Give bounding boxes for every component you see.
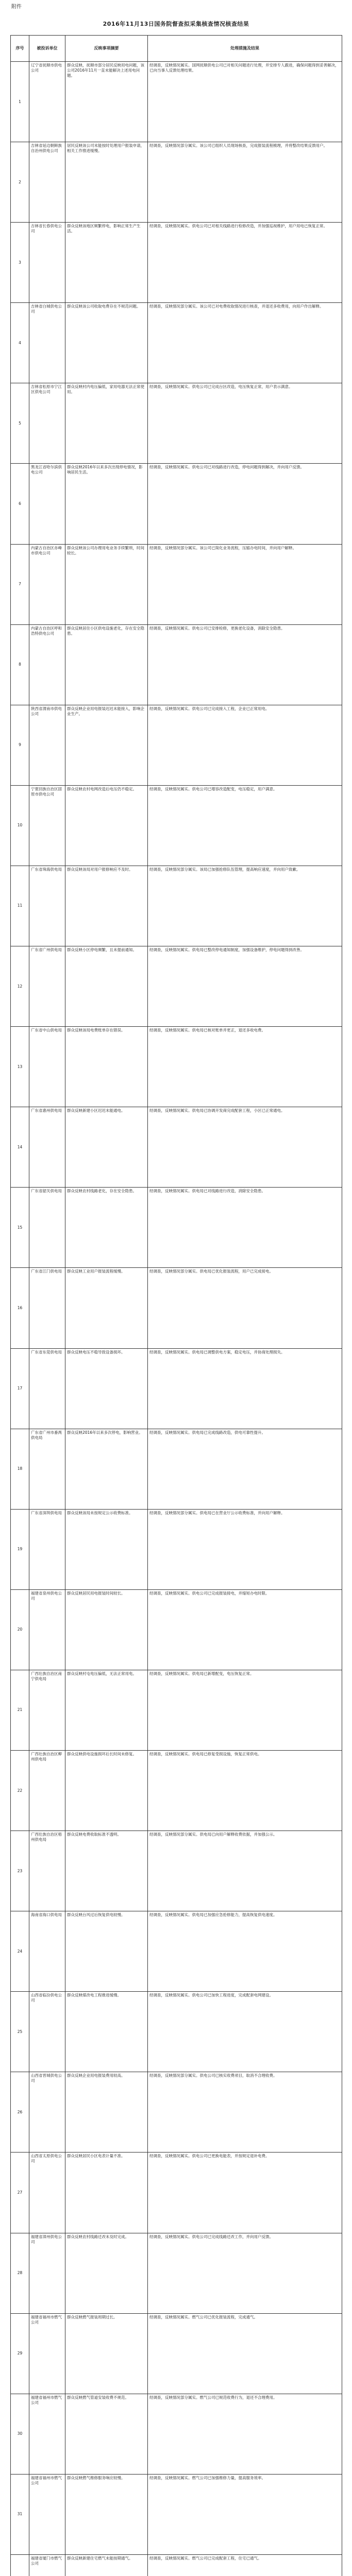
row-number: 12 <box>11 946 29 1027</box>
row-result: 经调查，反映情况部分属实。供电局已优化报装流程，用户已完成接电。 <box>148 1268 342 1348</box>
row-result: 经调查，反映情况部分属实。该局已加强抢修队伍管理，提高响应速度，并向用户致歉。 <box>148 866 342 946</box>
row-number: 4 <box>11 303 29 383</box>
row-unit: 福建省福州市燃气公司 <box>29 2313 65 2394</box>
table-row <box>11 2474 342 2554</box>
row-number: 7 <box>11 544 29 624</box>
row-number: 28 <box>11 2233 29 2313</box>
row-summary: 群众反映燃气报装周期过长。 <box>65 2313 148 2394</box>
row-result: 经调查，反映情况属实。供电公司已安排检修，更换老化设备，消除安全隐患。 <box>148 624 342 705</box>
header-unit: 被投诉单位 <box>29 36 65 62</box>
row-result: 经调查，反映情况属实。供电局已协调开发商完成配套工程，小区已正常通电。 <box>148 1107 342 1188</box>
row-result: 经调查，反映情况属实。供电公司已对线路进行改造，停电问题得到解决，并向用户反馈。 <box>148 464 342 544</box>
row-number: 21 <box>11 1670 29 1750</box>
row-number: 2 <box>11 142 29 223</box>
row-unit: 广东省珠海供电局 <box>29 866 65 946</box>
header-result: 处理措施及结果 <box>148 36 342 62</box>
table-row <box>11 1509 342 1589</box>
row-summary: 群众反映2016年以来多次出现停电情况，影响居民生活。 <box>65 464 148 544</box>
row-number: 19 <box>11 1509 29 1589</box>
row-summary: 群众反映该地区频繁停电，影响正常生产生活。 <box>65 223 148 303</box>
row-summary: 群众反映，抚顺市部分居民反映用电问题，该公司2016年11月一直未能解决上述用电问题。 <box>65 62 148 142</box>
row-number: 25 <box>11 1992 29 2072</box>
row-unit: 福建省泉州供电公司 <box>29 1589 65 1670</box>
header-summary: 反映事项摘要 <box>65 36 148 62</box>
row-unit: 广西壮族自治区梧州供电局 <box>29 1831 65 1911</box>
table-row <box>11 785 342 866</box>
table-row <box>11 464 342 544</box>
row-unit: 辽宁省抚顺市供电公司 <box>29 62 65 142</box>
row-result: 经调查，反映情况属实。燃气公司已完成配套工程，住宅已通气。 <box>148 2554 342 2576</box>
row-result: 经调查，反映情况部分属实。燃气公司已规范收费行为，退还不合理费用。 <box>148 2394 342 2474</box>
table-row <box>11 1589 342 1670</box>
row-result: 经调查，反映情况属实。供电公司已增容改造配变，电压稳定，用户满意。 <box>148 785 342 866</box>
row-summary: 群众反映2016年以来多次停电，影响营业。 <box>65 1429 148 1509</box>
row-number: 5 <box>11 383 29 464</box>
row-summary: 群众反映电压不稳导致设备损坏。 <box>65 1348 148 1429</box>
table-row <box>11 1831 342 1911</box>
row-number: 29 <box>11 2313 29 2394</box>
table-row <box>11 2233 342 2313</box>
row-result: 经调查，反映情况属实。供电局已整改停电通知制度，加强设备维护，停电问题得到改善。 <box>148 946 342 1027</box>
row-number: 1 <box>11 62 29 142</box>
row-result: 经调查，反映情况属实。供电局已修复受损设施，恢复正常供电。 <box>148 1750 342 1831</box>
row-unit: 广东省广州市番禺供电局 <box>29 1429 65 1509</box>
table-row <box>11 2313 342 2394</box>
row-result: 经调查，反映情况属实。供电公司已完成台区改造，电压恢复正常，用户表示满意。 <box>148 383 342 464</box>
table-row <box>11 1348 342 1429</box>
row-number: 30 <box>11 2394 29 2474</box>
row-number: 27 <box>11 2153 29 2233</box>
row-summary: 群众反映新建住宅燃气未能按期通气。 <box>65 2554 148 2576</box>
row-number: 8 <box>11 624 29 705</box>
row-number: 15 <box>11 1188 29 1268</box>
complaint-table <box>10 35 342 2576</box>
row-unit: 广东省江门供电局 <box>29 1268 65 1348</box>
row-summary: 群众反映该局电费账单存在错误。 <box>65 1027 148 1107</box>
row-result: 经调查，反映情况部分属实。供电局已向用户解释收费依据，并加强公示。 <box>148 1831 342 1911</box>
row-unit: 广东省韶关供电局 <box>29 1188 65 1268</box>
row-result: 经调查，反映情况属实。燃气公司已优化报装流程，完成通气。 <box>148 2313 342 2394</box>
row-summary: 群众反映煤改电工程推进缓慢。 <box>65 1992 148 2072</box>
row-unit: 广西壮族自治区南宁供电局 <box>29 1670 65 1750</box>
table-row <box>11 1911 342 1992</box>
table-row <box>11 383 342 464</box>
row-result: 经调查，反映情况属实。供电公司已完成报装接电，并缩短办电时限。 <box>148 1589 342 1670</box>
row-summary: 群众反映农村线路迁改未及时完成。 <box>65 2233 148 2313</box>
row-number: 17 <box>11 1348 29 1429</box>
row-unit: 广东省深圳供电局 <box>29 1509 65 1589</box>
row-result: 经调查，反映情况属实。供电局已调整供电方案，稳定电压，并协商处理损失。 <box>148 1348 342 1429</box>
table-row <box>11 303 342 383</box>
row-summary: 群众反映企业用电报装费用较高。 <box>65 2072 148 2153</box>
row-result: 经调查，反映情况部分属实。供电公司已核实收费项目，取消不合理收费。 <box>148 2072 342 2153</box>
table-body <box>11 62 342 2576</box>
row-summary: 群众反映村屯电压偏低，无法正常用电。 <box>65 1670 148 1750</box>
table-header <box>11 36 342 62</box>
row-unit: 吉林省松原市宁江区供电公司 <box>29 383 65 464</box>
row-result: 经调查，反映情况属实。供电公司已更换电能表，并按规定退补电费。 <box>148 2153 342 2233</box>
table-row <box>11 223 342 303</box>
row-unit: 广东省东莞供电局 <box>29 1348 65 1429</box>
row-summary: 群众反映农村电网改造后电压仍不稳定。 <box>65 785 148 866</box>
row-unit: 广东省惠州供电局 <box>29 1107 65 1188</box>
row-number: 23 <box>11 1831 29 1911</box>
table-row <box>11 2072 342 2153</box>
row-unit: 广西壮族自治区柳州供电局 <box>29 1750 65 1831</box>
row-result: 经调查，反映情况部分属实。该公司已组织人员现场核查，完成报装流程梳理，并将整改结果反馈用户。 <box>148 142 342 223</box>
row-summary: 群众反映农村线路老化，存在安全隐患。 <box>65 1188 148 1268</box>
row-summary: 群众反映新建小区迟迟未能通电。 <box>65 1107 148 1188</box>
row-unit: 福建省漳州供电公司 <box>29 2233 65 2313</box>
table-row <box>11 1750 342 1831</box>
row-number: 9 <box>11 705 29 785</box>
row-unit: 内蒙古自治区呼和浩特供电公司 <box>29 624 65 705</box>
row-number: 11 <box>11 866 29 946</box>
row-result: 经调查，反映情况属实。供电局已完成线路改造，供电可靠性提升。 <box>148 1429 342 1509</box>
row-unit: 山西省太原供电公司 <box>29 2153 65 2233</box>
row-result: 经调查，反映情况部分属实。该公司已对电费收取情况进行核查，并退还多收费用，向用户作出解释。 <box>148 303 342 383</box>
table-row <box>11 1268 342 1348</box>
table-row <box>11 2554 342 2576</box>
row-result: 经调查，反映情况属实。供电局已加强应急抢修能力，提高恢复供电速度。 <box>148 1911 342 1992</box>
row-number: 22 <box>11 1750 29 1831</box>
row-unit: 福建省福州市燃气公司 <box>29 2474 65 2554</box>
row-result: 经调查，反映情况属实。供电公司已完成线路迁改工作，并向用户反馈。 <box>148 2233 342 2313</box>
row-summary: 群众反映该局对用户报修响应不及时。 <box>65 866 148 946</box>
row-summary: 群众反映电费收取标准不透明。 <box>65 1831 148 1911</box>
row-number: 16 <box>11 1268 29 1348</box>
row-summary: 群众反映该局未按规定公示收费标准。 <box>65 1509 148 1589</box>
row-summary: 群众反映该公司办理用电业务手续繁琐，时间较长。 <box>65 544 148 624</box>
row-summary: 居民反映该公司未能按时处理用户报装申请，相关工作推进缓慢。 <box>65 142 148 223</box>
row-unit: 陕西省渭南市供电公司 <box>29 705 65 785</box>
row-summary: 群众反映居住小区供电设施老化，存在安全隐患。 <box>65 624 148 705</box>
row-number: 6 <box>11 464 29 544</box>
row-summary: 群众反映供电设施损坏后长时间未修复。 <box>65 1750 148 1831</box>
row-unit: 福建省福州市燃气公司 <box>29 2394 65 2474</box>
row-unit: 山西省晋城供电公司 <box>29 2072 65 2153</box>
row-number: 18 <box>11 1429 29 1509</box>
row-summary: 群众反映居民小区电表计量不准。 <box>65 2153 148 2233</box>
row-number: 10 <box>11 785 29 866</box>
row-number: 13 <box>11 1027 29 1107</box>
table-row <box>11 2394 342 2474</box>
row-summary: 群众反映工业用户报装流程缓慢。 <box>65 1268 148 1348</box>
row-unit: 福建省厦门市燃气公司 <box>29 2554 65 2576</box>
row-unit: 海南省海口供电局 <box>29 1911 65 1992</box>
row-unit: 广东省广州供电局 <box>29 946 65 1027</box>
row-unit: 广东省中山供电局 <box>29 1027 65 1107</box>
row-result: 经调查，反映情况属实。国网抚顺供电公司已对相关问题进行处理，并安排专人跟进，确保问题得到妥善解决，已向当事人反馈处理结果。 <box>148 62 342 142</box>
row-result: 经调查，反映情况部分属实。供电局已在营业厅公示收费标准，并向用户解释。 <box>148 1509 342 1589</box>
row-unit: 黑龙江省哈尔滨供电公司 <box>29 464 65 544</box>
row-result: 经调查，反映情况属实。供电公司已加快工程进度，完成配套电网建设。 <box>148 1992 342 2072</box>
table-row <box>11 1992 342 2072</box>
table-row <box>11 624 342 705</box>
row-number: 26 <box>11 2072 29 2153</box>
table-row <box>11 866 342 946</box>
row-summary: 群众反映该公司收取电费存在不规范问题。 <box>65 303 148 383</box>
header-no: 序号 <box>11 36 29 62</box>
table-row <box>11 544 342 624</box>
row-result: 经调查，反映情况属实。供电公司已完成接入工程，企业已正常用电。 <box>148 705 342 785</box>
row-unit: 吉林省长春供电公司 <box>29 223 65 303</box>
table-row <box>11 62 342 142</box>
table-row <box>11 1027 342 1107</box>
attachment-label: 附件 <box>11 4 22 10</box>
row-summary: 群众反映村内电压偏低，家用电器无法正常使用。 <box>65 383 148 464</box>
table-row <box>11 1188 342 1268</box>
row-summary: 群众反映燃气管道安装收费不规范。 <box>65 2394 148 2474</box>
row-result: 经调查，反映情况属实。供电公司已对相关线路进行检修改造，并加强巡视维护，用户用电已恢复正常。 <box>148 223 342 303</box>
row-number: 31 <box>11 2474 29 2554</box>
row-summary: 群众反映燃气维修服务响应较慢。 <box>65 2474 148 2554</box>
row-number: 24 <box>11 1911 29 1992</box>
row-unit: 山西省临汾供电公司 <box>29 1992 65 2072</box>
table-row <box>11 946 342 1027</box>
row-number: 3 <box>11 223 29 303</box>
row-summary: 群众反映台风过后恢复供电较慢。 <box>65 1911 148 1992</box>
row-result: 经调查，反映情况属实。燃气公司已加强维修力量，提高服务效率。 <box>148 2474 342 2554</box>
row-unit: 吉林省白城供电公司 <box>29 303 65 383</box>
table-row <box>11 1429 342 1509</box>
row-number: 20 <box>11 1589 29 1670</box>
row-result: 经调查，反映情况属实。供电局已核对账单并更正，退还多收电费。 <box>148 1027 342 1107</box>
table-row <box>11 2153 342 2233</box>
table-row <box>11 705 342 785</box>
row-result: 经调查，反映情况部分属实。该公司已简化业务流程，压缩办电时间，并向用户解释。 <box>148 544 342 624</box>
row-summary: 群众反映企业用电报装迟迟未能接入，影响企业生产。 <box>65 705 148 785</box>
row-number: 14 <box>11 1107 29 1188</box>
row-unit: 内蒙古自治区赤峰市供电公司 <box>29 544 65 624</box>
row-summary: 群众反映小区停电频繁，且未提前通知。 <box>65 946 148 1027</box>
row-unit: 宁夏回族自治区固原市供电公司 <box>29 785 65 866</box>
table-row <box>11 1107 342 1188</box>
table-row <box>11 142 342 223</box>
row-number <box>11 2554 29 2576</box>
row-result: 经调查，反映情况属实。供电局已新增配变，电压恢复正常。 <box>148 1670 342 1750</box>
row-result: 经调查，反映情况属实。供电局已对线路进行改造，消除安全隐患。 <box>148 1188 342 1268</box>
page-title: 2016年11月13日国务院督查拟采集核查情况核查结果 <box>103 21 249 27</box>
table-row <box>11 1670 342 1750</box>
row-summary: 群众反映居民用电报装时间较长。 <box>65 1589 148 1670</box>
row-unit: 吉林省延边朝鲜族自治州供电公司 <box>29 142 65 223</box>
